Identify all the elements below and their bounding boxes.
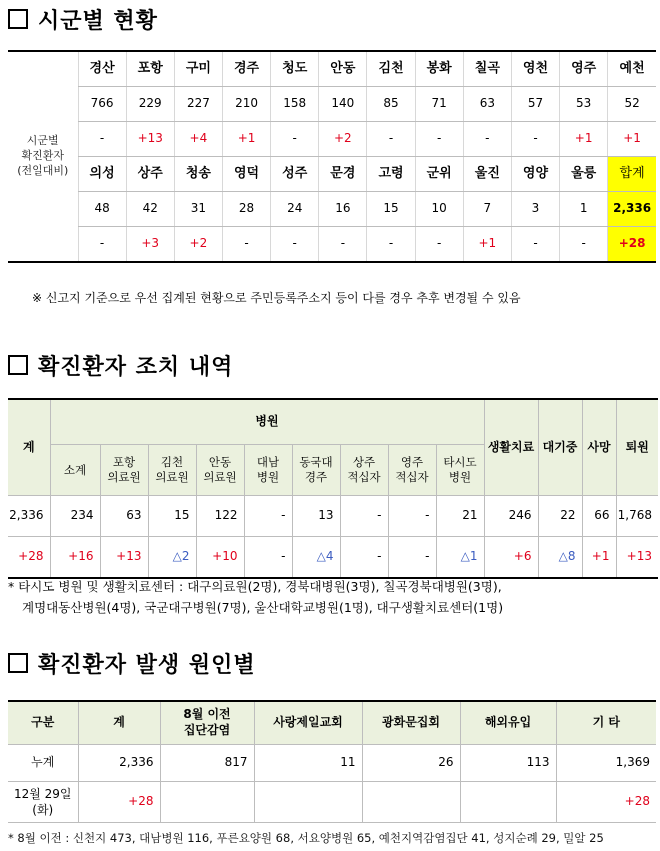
cell-etc: 1,369: [556, 745, 656, 782]
sum-delta: +28: [608, 227, 656, 263]
city-delta: -: [463, 122, 511, 157]
city-delta: -: [415, 122, 463, 157]
city-delta: -: [271, 227, 319, 263]
city-total: 16: [319, 192, 367, 227]
cell-overseas-delta: [460, 782, 556, 823]
city-total: 53: [560, 87, 608, 122]
city-total: 15: [367, 192, 415, 227]
city-delta: +1: [608, 122, 656, 157]
city-delta: -: [415, 227, 463, 263]
cell-discharge-delta: +13: [616, 537, 658, 579]
table-row: [8, 87, 656, 122]
city-total: 71: [415, 87, 463, 122]
treatment-table: [8, 398, 658, 579]
city-name: 군위: [415, 157, 463, 192]
cause-note: * 8월 이전 : 신천지 473, 대남병원 116, 푸른요양원 68, 서요양병원 65, 예천지역감염집단 41, 성지순례 29, 밀알 25: [8, 831, 604, 845]
header-subtotal: 소계: [50, 445, 100, 496]
cell-before-aug: 817: [160, 745, 254, 782]
city-delta: +2: [174, 227, 222, 263]
city-name: 경주: [222, 51, 270, 87]
city-name: 영양: [511, 157, 559, 192]
city-delta: +1: [463, 227, 511, 263]
header-discharge: 퇴원: [616, 399, 658, 496]
city-delta: +1: [560, 122, 608, 157]
cell-andong-delta: +10: [196, 537, 244, 579]
header-etc: 기 타: [556, 701, 656, 745]
city-delta: -: [367, 122, 415, 157]
city-name: 영주: [560, 51, 608, 87]
cell-sangju-delta: -: [340, 537, 388, 579]
sum-total: 2,336: [608, 192, 656, 227]
header-other-hospital: 타시도 병원: [436, 445, 484, 496]
header-before-aug: 8월 이전 집단감염: [160, 701, 254, 745]
city-name: 의성: [78, 157, 126, 192]
cell-gimcheon-delta: △2: [148, 537, 196, 579]
city-name: 문경: [319, 157, 367, 192]
row-label: 시군별 확진환자 (전일대비): [8, 51, 78, 262]
city-name: 예천: [608, 51, 656, 87]
city-total: 210: [222, 87, 270, 122]
city-name: 울진: [463, 157, 511, 192]
city-name: 칠곡: [463, 51, 511, 87]
cell-gwanghwa-delta: [362, 782, 460, 823]
cell-pohang-delta: +13: [100, 537, 148, 579]
header-gwanghwa: 광화문집회: [362, 701, 460, 745]
city-delta: -: [511, 122, 559, 157]
table-row: [8, 496, 658, 537]
checkbox-square-icon: [8, 653, 28, 673]
city-name: 고령: [367, 157, 415, 192]
city-delta: -: [319, 227, 367, 263]
table-row: [8, 782, 656, 823]
city-total: 48: [78, 192, 126, 227]
cell-death: 66: [582, 496, 616, 537]
table-row: [8, 745, 656, 782]
city-delta: -: [222, 227, 270, 263]
header-sangju: 상주 적십자: [340, 445, 388, 496]
treatment-note: [8, 576, 503, 618]
header-sarang: 사랑제일교회: [254, 701, 362, 745]
cell-yeongju: -: [388, 496, 436, 537]
cell-andong: 122: [196, 496, 244, 537]
cell-daenam: -: [244, 496, 292, 537]
city-total: 227: [174, 87, 222, 122]
row-label-date: 12월 29일 (화): [8, 782, 78, 823]
checkbox-square-icon: [8, 9, 28, 29]
row-label-cumulative: 누계: [8, 745, 78, 782]
cell-daenam-delta: -: [244, 537, 292, 579]
header-total: 계: [8, 399, 50, 496]
table-row: [8, 51, 656, 87]
table-row: [8, 537, 658, 579]
city-delta: +3: [126, 227, 174, 263]
cell-total-delta: +28: [78, 782, 160, 823]
checkbox-square-icon: [8, 355, 28, 375]
city-name: 영천: [511, 51, 559, 87]
sum-label: 합계: [608, 157, 656, 192]
cell-total-delta: +28: [8, 537, 50, 579]
city-name: 울릉: [560, 157, 608, 192]
city-delta: -: [367, 227, 415, 263]
cell-total: 2,336: [8, 496, 50, 537]
cell-total: 2,336: [78, 745, 160, 782]
header-living-treatment: 생활치료: [484, 399, 538, 496]
cell-discharge: 1,768: [616, 496, 658, 537]
header-total: 계: [78, 701, 160, 745]
cell-before-aug-delta: [160, 782, 254, 823]
city-total: 158: [271, 87, 319, 122]
city-total: 229: [126, 87, 174, 122]
header-death: 사망: [582, 399, 616, 496]
city-total: 3: [511, 192, 559, 227]
header-daenam: 대남 병원: [244, 445, 292, 496]
cell-yeongju-delta: -: [388, 537, 436, 579]
cell-waiting-delta: △8: [538, 537, 582, 579]
city-total: 766: [78, 87, 126, 122]
header-gimcheon: 김천 의료원: [148, 445, 196, 496]
cell-sangju: -: [340, 496, 388, 537]
cell-subtotal-delta: +16: [50, 537, 100, 579]
cell-sarang: 11: [254, 745, 362, 782]
city-name: 청송: [174, 157, 222, 192]
cell-overseas: 113: [460, 745, 556, 782]
cell-sarang-delta: [254, 782, 362, 823]
cell-gwanghwa: 26: [362, 745, 460, 782]
cause-table: [8, 700, 656, 823]
header-dongguk: 동국대 경주: [292, 445, 340, 496]
table-row: [8, 157, 656, 192]
cell-other-delta: △1: [436, 537, 484, 579]
city-delta: +1: [222, 122, 270, 157]
city-name: 상주: [126, 157, 174, 192]
city-total: 57: [511, 87, 559, 122]
city-total: 28: [222, 192, 270, 227]
treatment-note-line: * 타시도 병원 및 생활치료센터 : 대구의료원(2명), 경북대병원(3명), 칠곡경북대병원(3명),: [8, 579, 502, 594]
city-delta: +2: [319, 122, 367, 157]
table-row: [8, 227, 656, 263]
city-name: 경산: [78, 51, 126, 87]
city-delta: -: [78, 227, 126, 263]
cell-other: 21: [436, 496, 484, 537]
header-waiting: 대기중: [538, 399, 582, 496]
section-title-cause: [8, 648, 256, 679]
city-total: 140: [319, 87, 367, 122]
city-total: 42: [126, 192, 174, 227]
city-total: 31: [174, 192, 222, 227]
cell-living-delta: +6: [484, 537, 538, 579]
city-name: 영덕: [222, 157, 270, 192]
cell-pohang: 63: [100, 496, 148, 537]
section-title-treatment: [8, 350, 233, 381]
city-total: 63: [463, 87, 511, 122]
city-total: 7: [463, 192, 511, 227]
city-name: 청도: [271, 51, 319, 87]
city-name: 김천: [367, 51, 415, 87]
city-total: 24: [271, 192, 319, 227]
cell-death-delta: +1: [582, 537, 616, 579]
section-title-by-city: [8, 4, 158, 35]
city-delta: +13: [126, 122, 174, 157]
city-delta: -: [271, 122, 319, 157]
cell-dongguk: 13: [292, 496, 340, 537]
cell-subtotal: 234: [50, 496, 100, 537]
section-title-text: 확진환자 조치 내역: [38, 355, 234, 380]
cell-gimcheon: 15: [148, 496, 196, 537]
city-delta: +4: [174, 122, 222, 157]
treatment-note-line: 계명대동산병원(4명), 국군대구병원(7명), 울산대학교병원(1명), 대구생활치료센터(1명): [22, 600, 504, 615]
city-status-table: [8, 50, 656, 263]
city-delta: -: [560, 227, 608, 263]
header-type: 구분: [8, 701, 78, 745]
city-name: 성주: [271, 157, 319, 192]
table-header-row: [8, 399, 658, 445]
city-name: 봉화: [415, 51, 463, 87]
table-header-row: [8, 701, 656, 745]
header-hospital: 병원: [50, 399, 484, 445]
cell-waiting: 22: [538, 496, 582, 537]
table-row: [8, 192, 656, 227]
cell-living: 246: [484, 496, 538, 537]
city-total: 52: [608, 87, 656, 122]
header-yeongju: 영주 적십자: [388, 445, 436, 496]
header-andong: 안동 의료원: [196, 445, 244, 496]
cell-etc-delta: +28: [556, 782, 656, 823]
cell-dongguk-delta: △4: [292, 537, 340, 579]
city-delta: -: [78, 122, 126, 157]
city-delta: -: [511, 227, 559, 263]
section-title-text: 확진환자 발생 원인별: [38, 653, 256, 678]
city-total: 1: [560, 192, 608, 227]
city-name: 안동: [319, 51, 367, 87]
header-pohang: 포항 의료원: [100, 445, 148, 496]
header-overseas: 해외유입: [460, 701, 556, 745]
city-name: 구미: [174, 51, 222, 87]
table-row: [8, 122, 656, 157]
section-title-text: 시군별 현황: [38, 9, 158, 34]
city-total: 85: [367, 87, 415, 122]
city-total: 10: [415, 192, 463, 227]
city-status-note: ※ 신고지 기준으로 우선 집계된 현황으로 주민등록주소지 등이 다를 경우 추후 변경될 수 있음: [32, 291, 521, 305]
city-name: 포항: [126, 51, 174, 87]
